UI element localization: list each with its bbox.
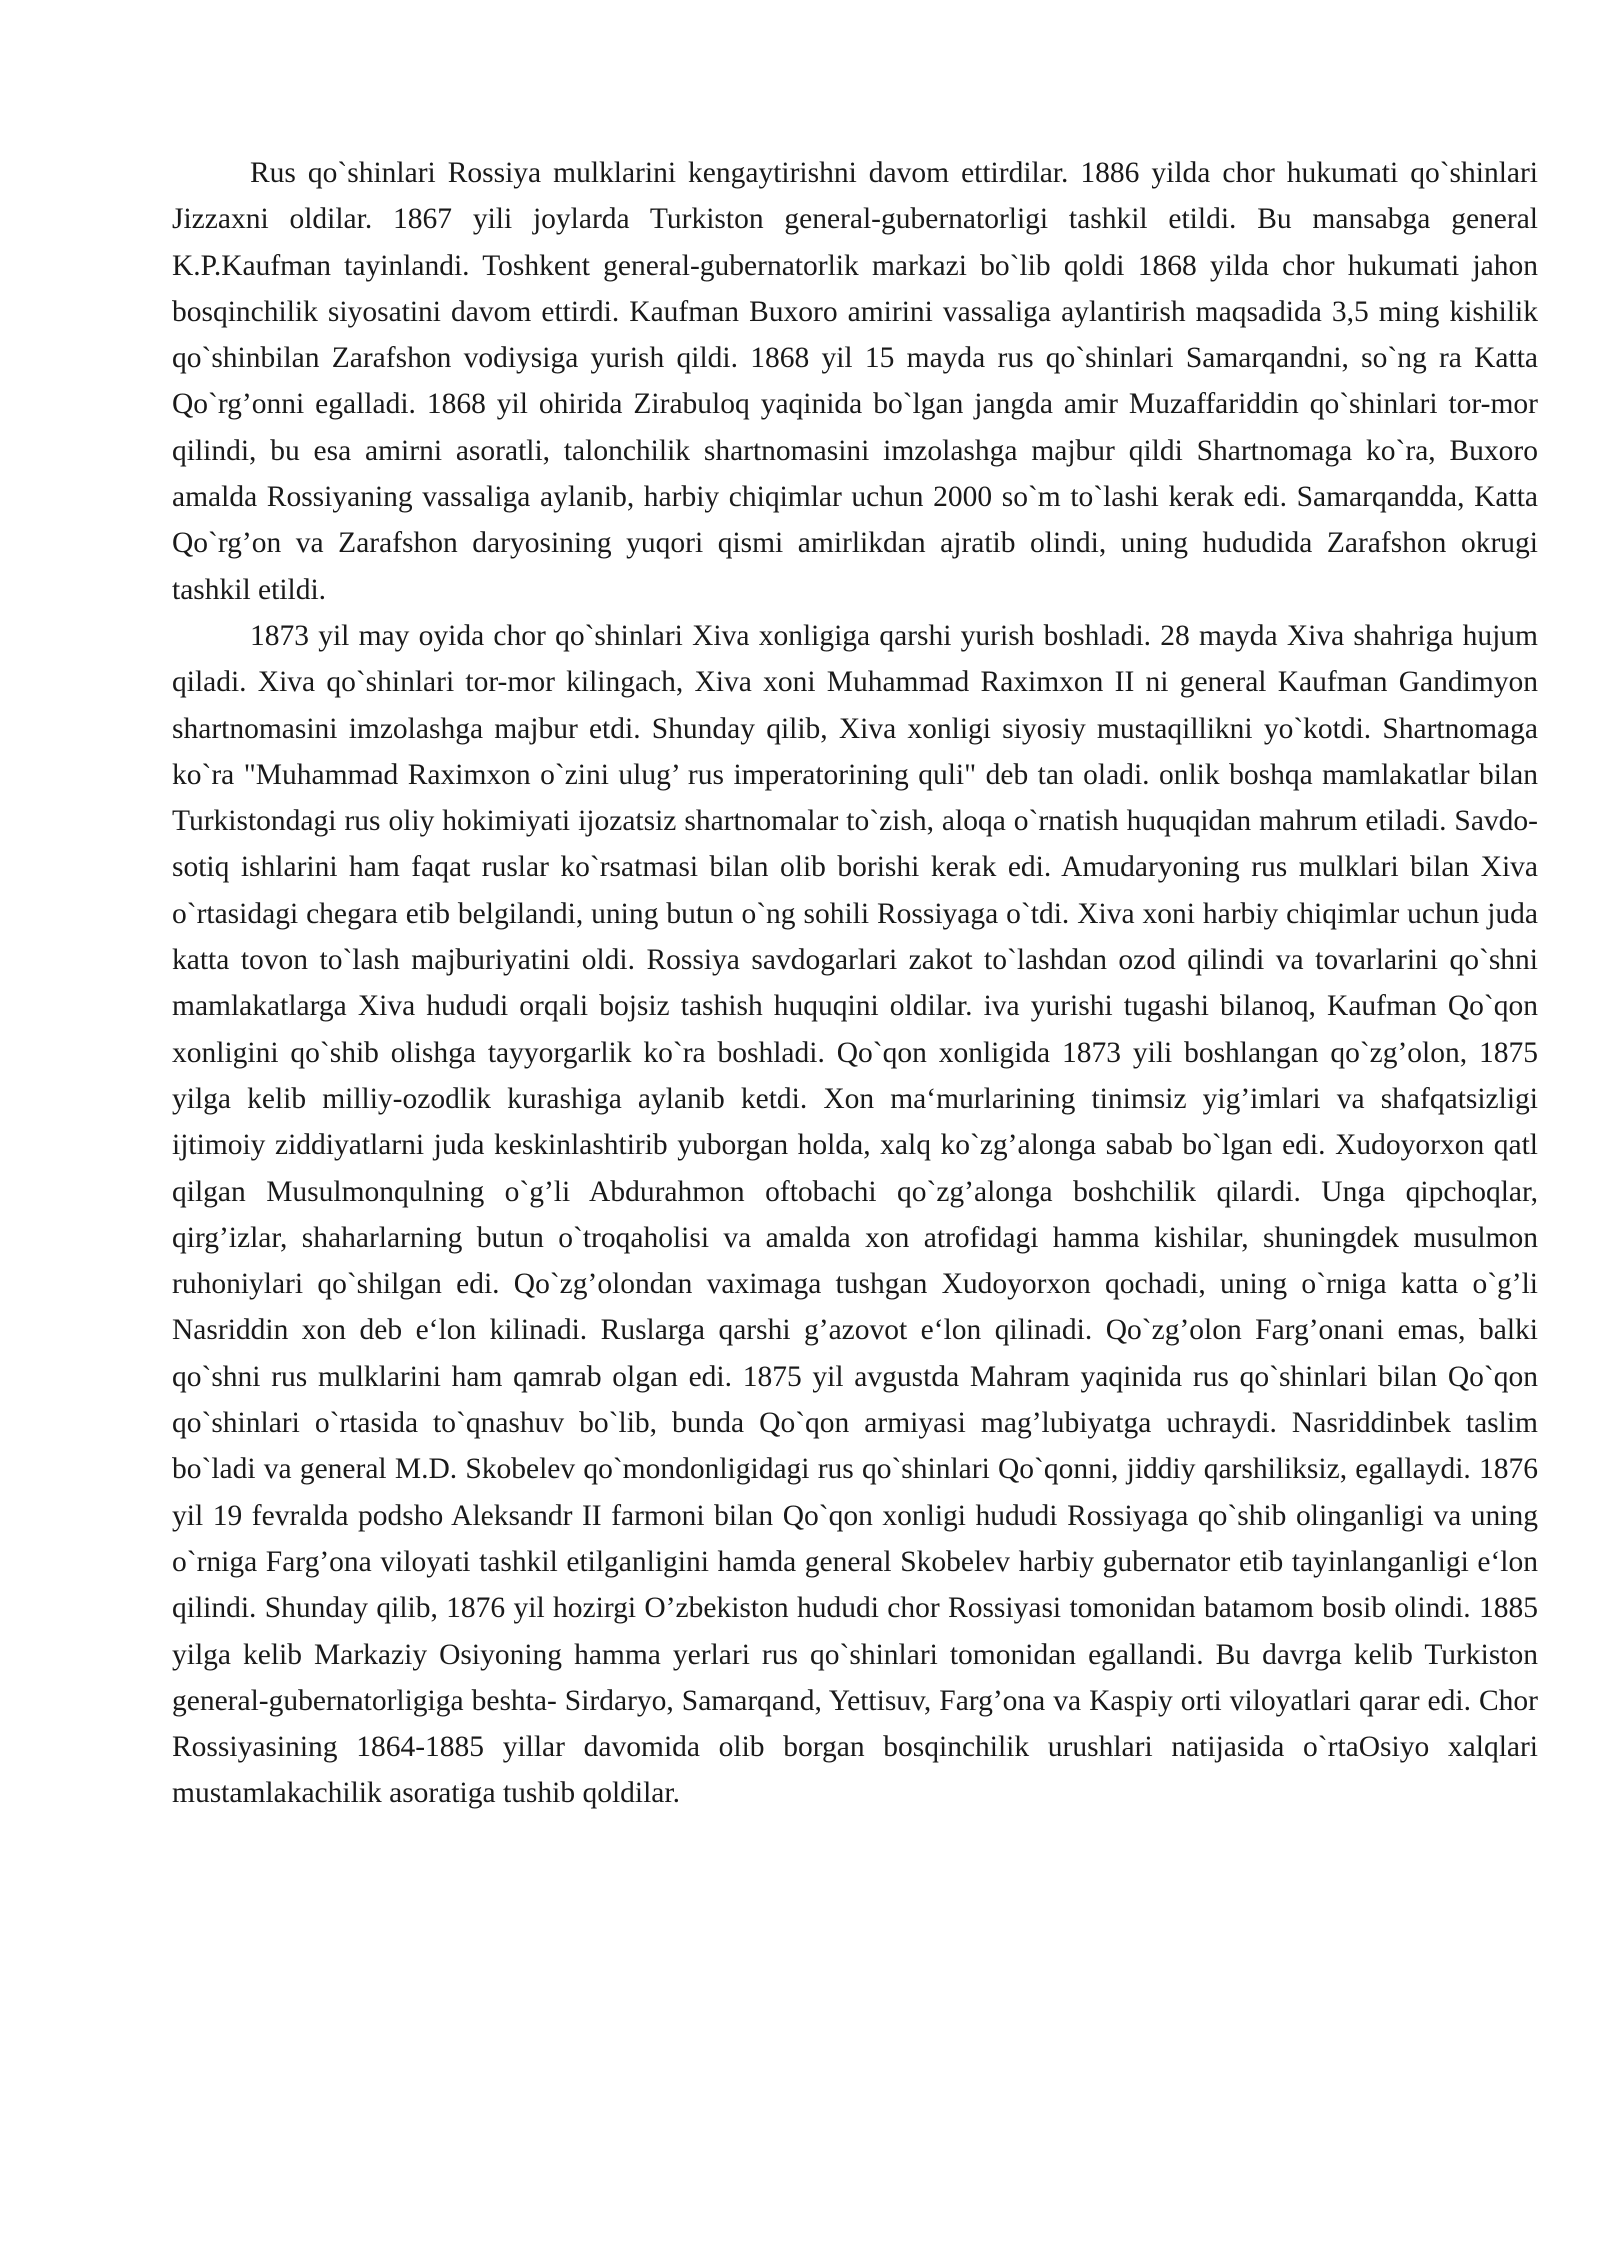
document-page: [172, 150, 1538, 1817]
paragraph-2: 1873 yil may oyida chor qo`shinlari Xiva xonligiga qarshi yurish boshladi. 28 mayda Xiva shahriga hujum qiladi. Xiva qo`shinlari tor-mor kilingach, Xiva xoni Muhammad Raximxon II ni general Kaufman Gandimyon shartnomasini imzolashga majbur etdi. Shunday qilib, Xiva xonligi siyosiy mustaqillikni yo`kotdi. Shartnomaga ko`ra "Muhammad Raximxon o`zini ulug’ rus imperatorining quli" deb tan oladi. onlik boshqa mamlakatlar bilan Turkistondagi rus oliy hokimiyati ijozatsiz shartnomalar to`zish, aloqa o`rnatish huquqidan mahrum etiladi. Savdo-sotiq ishlarini ham faqat ruslar ko`rsatmasi bilan olib borishi kerak edi. Amudaryoning rus mulklari bilan Xiva o`rtasidagi chegara etib belgilandi, uning butun o`ng sohili Rossiyaga o`tdi. Xiva xoni harbiy chiqimlar uchun juda katta tovon to`lash majburiyatini oldi. Rossiya savdogarlari zakot to`lashdan ozod qilindi va tovarlarini qo`shni mamlakatlarga Xiva hududi orqali bojsiz tashish huquqini oldilar. iva yurishi tugashi bilanoq, Kaufman Qo`qon xonligini qo`shib olishga tayyorgarlik ko`ra boshladi. Qo`qon xonligida 1873 yili boshlangan qo`zg’olon, 1875 yilga kelib milliy-ozodlik kurashiga aylanib ketdi. Xon ma‘murlarining tinimsiz yig’imlari va shafqatsizligi ijtimoiy ziddiyatlarni juda keskinlashtirib yuborgan holda, xalq ko`zg’alonga sabab bo`lgan edi. Xudoyorxon qatl qilgan Musulmonqulning o`g’li Abdurahmon oftobachi qo`zg’alonga boshchilik qilardi. Unga qipchoqlar, qirg’izlar, shaharlarning butun o`troqaholisi va amalda xon atrofidagi hamma kishilar, shuningdek musulmon ruhoniylari qo`shilgan edi. Qo`zg’olondan vaximaga tushgan Xudoyorxon qochadi, uning o`rniga katta o`g’li Nasriddin xon deb e‘lon kilinadi. Ruslarga qarshi g’azovot e‘lon qilinadi. Qo`zg’olon Farg’onani emas, balki qo`shni rus mulklarini ham qamrab olgan edi. 1875 yil avgustda Mahram yaqinida rus qo`shinlari bilan Qo`qon qo`shinlari o`rtasida to`qnashuv bo`lib, bunda Qo`qon armiyasi mag’lubiyatga uchraydi. Nasriddinbek taslim bo`ladi va general M.D. Skobelev qo`mondonligidagi rus qo`shinlari Qo`qonni, jiddiy qarshiliksiz, egallaydi. 1876 yil 19 fevralda podsho Aleksandr II farmoni bilan Qo`qon xonligi hududi Rossiyaga qo`shib olinganligi va uning o`rniga Farg’ona viloyati tashkil etilganligini hamda general Skobelev harbiy gubernator etib tayinlanganligi e‘lon qilindi. Shunday qilib, 1876 yil hozirgi O’zbekiston hududi chor Rossiyasi tomonidan batamom bosib olindi. 1885 yilga kelib Markaziy Osiyoning hamma yerlari rus qo`shinlari tomonidan egallandi. Bu davrga kelib Turkiston general-gubernatorligiga beshta- Sirdaryo, Samarqand, Yettisuv, Farg’ona va Kaspiy orti viloyatlari qarar edi. Chor Rossiyasining 1864-1885 yillar davomida olib borgan bosqinchilik urushlari natijasida o`rtaOsiyo xalqlari mustamlakachilik asoratiga tushib qoldilar.: [172, 619, 1538, 1810]
paragraph-1: Rus qo`shinlari Rossiya mulklarini kengaytirishni davom ettirdilar. 1886 yilda chor hukumati qo`shinlari Jizzaxni oldilar. 1867 yili joylarda Turkiston general-gubernatorligi tashkil etildi. Bu mansabga general K.P.Kaufman tayinlandi. Toshkent general-gubernatorlik markazi bo`lib qoldi 1868 yilda chor hukumati jahon bosqinchilik siyosatini davom ettirdi. Kaufman Buxoro amirini vassaliga aylantirish maqsadida 3,5 ming kishilik qo`shinbilan Zarafshon vodiysiga yurish qildi. 1868 yil 15 mayda rus qo`shinlari Samarqandni, so`ng ra Katta Qo`rg’onni egalladi. 1868 yil ohirida Zirabuloq yaqinida bo`lgan jangda amir Muzaffariddin qo`shinlari tor-mor qilindi, bu esa amirni asoratli, talonchilik shartnomasini imzolashga majbur qildi Shartnomaga ko`ra, Buxoro amalda Rossiyaning vassaliga aylanib, harbiy chiqimlar uchun 2000 so`m to`lashi kerak edi. Samarqandda, Katta Qo`rg’on va Zarafshon daryosining yuqori qismi amirlikdan ajratib olindi, uning hududida Zarafshon okrugi tashkil etildi.: [172, 157, 1538, 606]
